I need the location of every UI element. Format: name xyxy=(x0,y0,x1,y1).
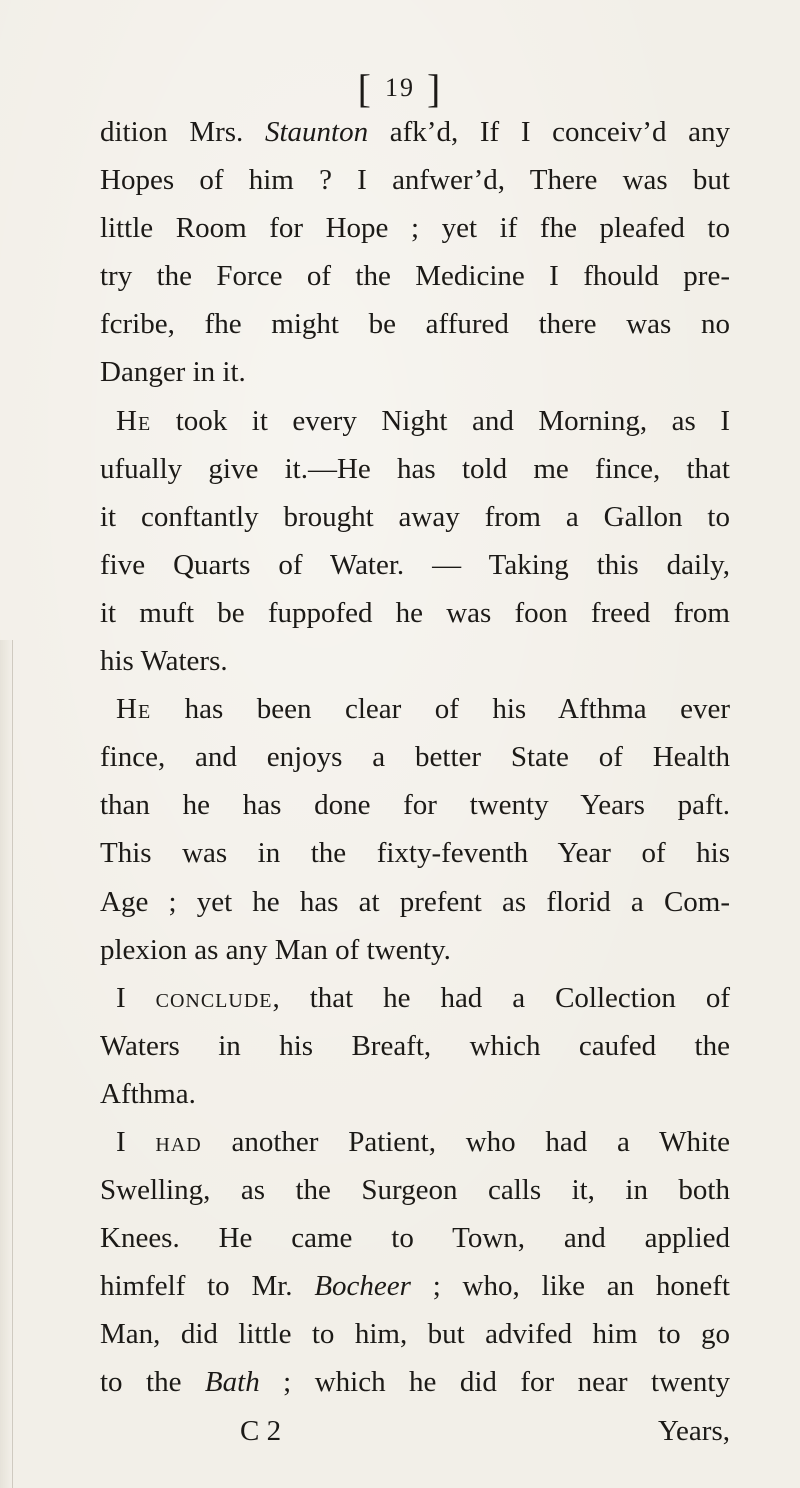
text-run: Age ; yet he has at prefent as florid a Com- xyxy=(100,885,730,918)
text-line xyxy=(100,493,730,541)
text-run: his Waters. xyxy=(100,645,228,678)
text-line xyxy=(100,397,730,445)
text-run: dition Mrs. xyxy=(100,116,265,148)
text-run: himfelf to Mr. xyxy=(100,1270,315,1303)
text-run: I xyxy=(116,1125,156,1158)
text-run: ; which he did for near twenty xyxy=(259,1366,730,1399)
text-line xyxy=(100,781,730,829)
text-run: This was in the fixty-feventh Year of his xyxy=(100,837,730,870)
italic-text: Staunton xyxy=(264,116,369,148)
text-line xyxy=(100,589,730,637)
text-run: try the Force of the Medicine I fhould pre- xyxy=(100,260,730,293)
italic-text: Bath xyxy=(204,1366,260,1399)
text-line xyxy=(100,1166,730,1214)
text-run: Danger in it. xyxy=(100,356,246,389)
text-line xyxy=(100,1358,730,1406)
text-line xyxy=(100,637,730,685)
text-run: , that he had a Collection of xyxy=(272,981,730,1014)
text-run: Afthma. xyxy=(100,1077,196,1110)
text-run: it muft be fuppofed he was foon freed from xyxy=(100,596,730,629)
text-line xyxy=(100,1262,730,1310)
small-caps-text: He xyxy=(116,693,152,726)
bracket-close: ] xyxy=(415,66,443,111)
text-line xyxy=(100,1214,730,1262)
text-run: than he has done for twenty Years paft. xyxy=(100,789,730,822)
signature-mark: C 2 xyxy=(240,1414,282,1447)
text-run: little Room for Hope ; yet if fhe pleafed to xyxy=(100,212,730,245)
small-caps-text: conclude xyxy=(155,981,273,1014)
italic-text: Bocheer xyxy=(314,1270,411,1303)
page-number-header xyxy=(0,64,800,113)
text-run: fince, and enjoys a better State of Health xyxy=(100,741,730,774)
text-line xyxy=(100,878,730,926)
text-run: to the xyxy=(100,1366,205,1399)
text-run: fcribe, fhe might be affured there was no xyxy=(100,308,730,341)
text-line xyxy=(100,1310,730,1358)
text-run: plexion as any Man of twenty. xyxy=(100,933,451,966)
text-line xyxy=(100,1070,730,1118)
text-line xyxy=(100,1118,730,1166)
text-line xyxy=(100,300,730,348)
text-run: Man, did little to him, but advifed him to go xyxy=(100,1318,730,1351)
text-run: Knees. He came to Town, and applied xyxy=(100,1222,730,1255)
text-run: it conftantly brought away from a Gallon to xyxy=(100,500,730,533)
page-number: 19 xyxy=(385,73,415,102)
page-edge-shadow xyxy=(0,640,13,1488)
text-line xyxy=(100,108,730,156)
text-line xyxy=(100,926,730,974)
text-line xyxy=(100,156,730,204)
text-line xyxy=(100,252,730,300)
text-line xyxy=(100,1022,730,1070)
text-run: has been clear of his Afthma ever xyxy=(151,693,730,726)
text-line xyxy=(100,204,730,252)
text-run: Waters in his Breaft, which caufed the xyxy=(100,1029,730,1062)
text-run: Hopes of him ? I anfwer’d, There was but xyxy=(100,164,730,197)
text-run: took it every Night and Morning, as I xyxy=(151,404,730,437)
text-line xyxy=(100,541,730,589)
text-line xyxy=(100,348,730,396)
footer-line xyxy=(100,1407,730,1455)
text-line xyxy=(100,685,730,733)
catchword: Years, xyxy=(658,1414,730,1447)
text-run: ; who, like an honeft xyxy=(410,1270,730,1303)
text-line xyxy=(100,974,730,1022)
small-caps-text: had xyxy=(155,1125,202,1158)
text-run: ufually give it.—He has told me fince, that xyxy=(100,452,730,485)
text-line xyxy=(100,829,730,877)
text-run: I xyxy=(116,981,156,1014)
text-run: five Quarts of Water. — Taking this daily, xyxy=(100,548,730,581)
text-run: another Patient, who had a White xyxy=(201,1125,730,1158)
text-line xyxy=(100,445,730,493)
bracket-open: [ xyxy=(357,66,385,111)
text-run: Swelling, as the Surgeon calls it, in both xyxy=(100,1174,730,1207)
text-line xyxy=(100,733,730,781)
text-run: afk’d, If I conceiv’d any xyxy=(368,116,730,148)
small-caps-text: He xyxy=(116,404,152,437)
body-text xyxy=(100,108,730,1455)
